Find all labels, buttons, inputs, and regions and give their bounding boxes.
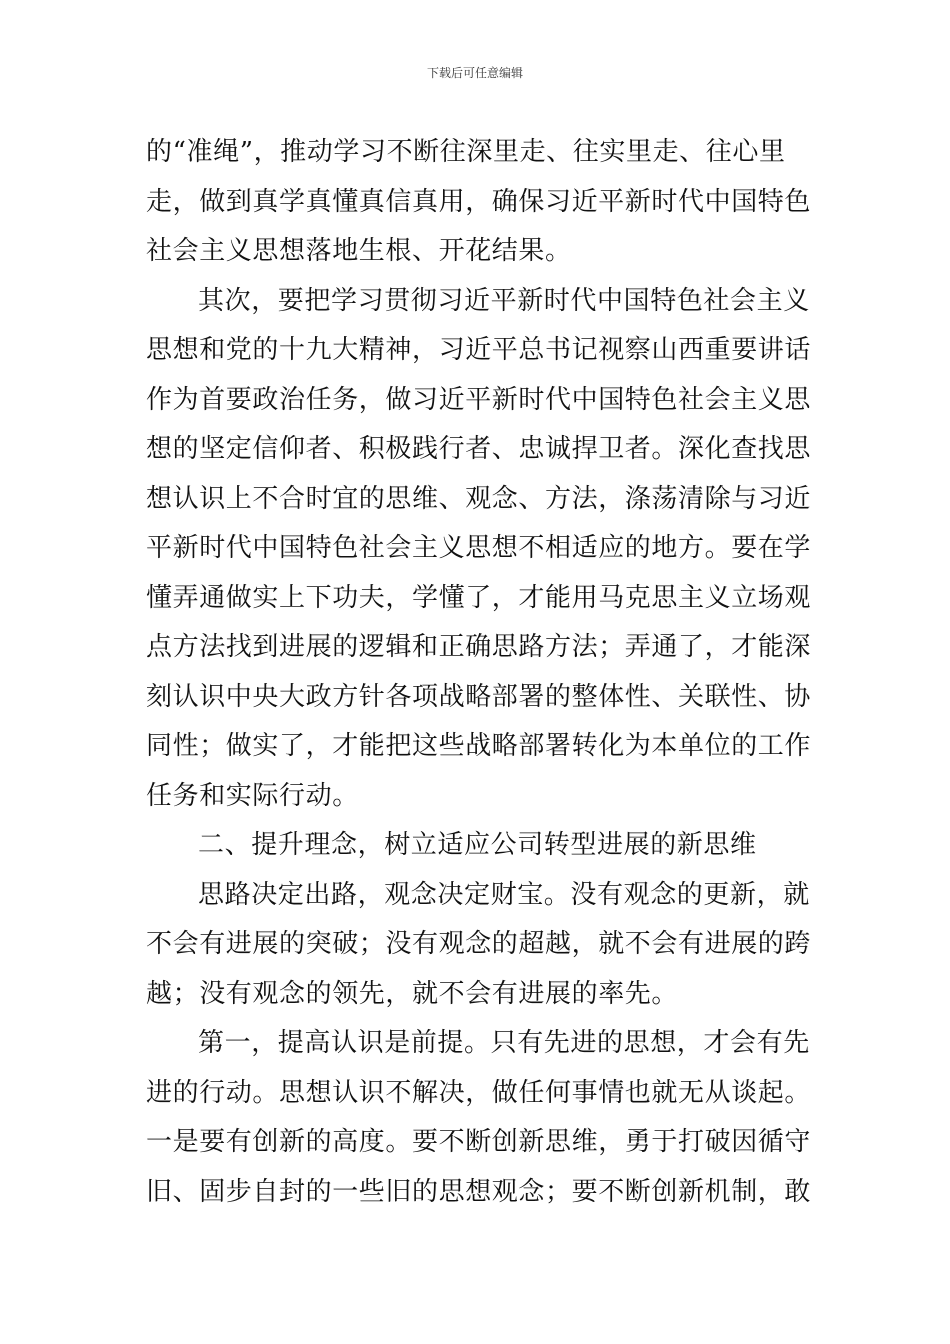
text-line: 不会有进展的突破；没有观念的超越，就不会有进展的跨 — [146, 929, 812, 959]
text-line: 刻认识中央大政方针各项战略部署的整体性、关联性、协 — [146, 681, 812, 712]
text-line: 旧、固步自封的一些旧的思想观念；要不断创新机制，敢 — [146, 1176, 812, 1207]
text-line: 作为首要政治任务，做习近平新时代中国特色社会主义思 — [146, 384, 812, 415]
text-line: 想认识上不合时宜的思维、观念、方法，涤荡清除与习近 — [146, 483, 812, 514]
page-header: 下载后可任意编辑 — [426, 66, 523, 80]
text-line: 第一，提高认识是前提。只有先进的思想，才会有先 — [198, 1028, 810, 1058]
text-line: 一是要有创新的高度。要不断创新思维，勇于打破因循守 — [146, 1127, 812, 1157]
text-line: 平新时代中国特色社会主义思想不相适应的地方。要在学 — [146, 533, 812, 563]
text-line: 其次，要把学习贯彻习近平新时代中国特色社会主义 — [198, 285, 810, 316]
text-line: 进的行动。思想认识不解决，做任何事情也就无从谈起。 — [146, 1077, 812, 1108]
section-heading: 二、提升理念，树立适应公司转型进展的新思维 — [198, 830, 757, 860]
text-line: 的“准绳”，推动学习不断往深里走、往实里走、往心里 — [146, 137, 786, 167]
text-line: 懂弄通做实上下功夫，学懂了，才能用马克思主义立场观 — [146, 582, 812, 613]
text-line: 同性；做实了，才能把这些战略部署转化为本单位的工作 — [146, 731, 812, 761]
text-line: 点方法找到进展的逻辑和正确思路方法；弄通了，才能深 — [146, 632, 812, 662]
text-line: 越；没有观念的领先，就不会有进展的率先。 — [146, 978, 679, 1009]
text-line: 思想和党的十九大精神，习近平总书记视察山西重要讲话 — [146, 335, 812, 365]
text-line: 社会主义思想落地生根、开花结果。 — [146, 236, 572, 266]
text-line: 想的坚定信仰者、积极践行者、忠诚捍卫者。深化查找思 — [146, 434, 812, 464]
text-line: 任务和实际行动。 — [146, 780, 359, 811]
text-line: 思路决定出路，观念决定财宝。没有观念的更新，就 — [198, 879, 810, 910]
text-line: 走，做到真学真懂真信真用，确保习近平新时代中国特色 — [146, 186, 812, 217]
document-body — [146, 128, 814, 1217]
